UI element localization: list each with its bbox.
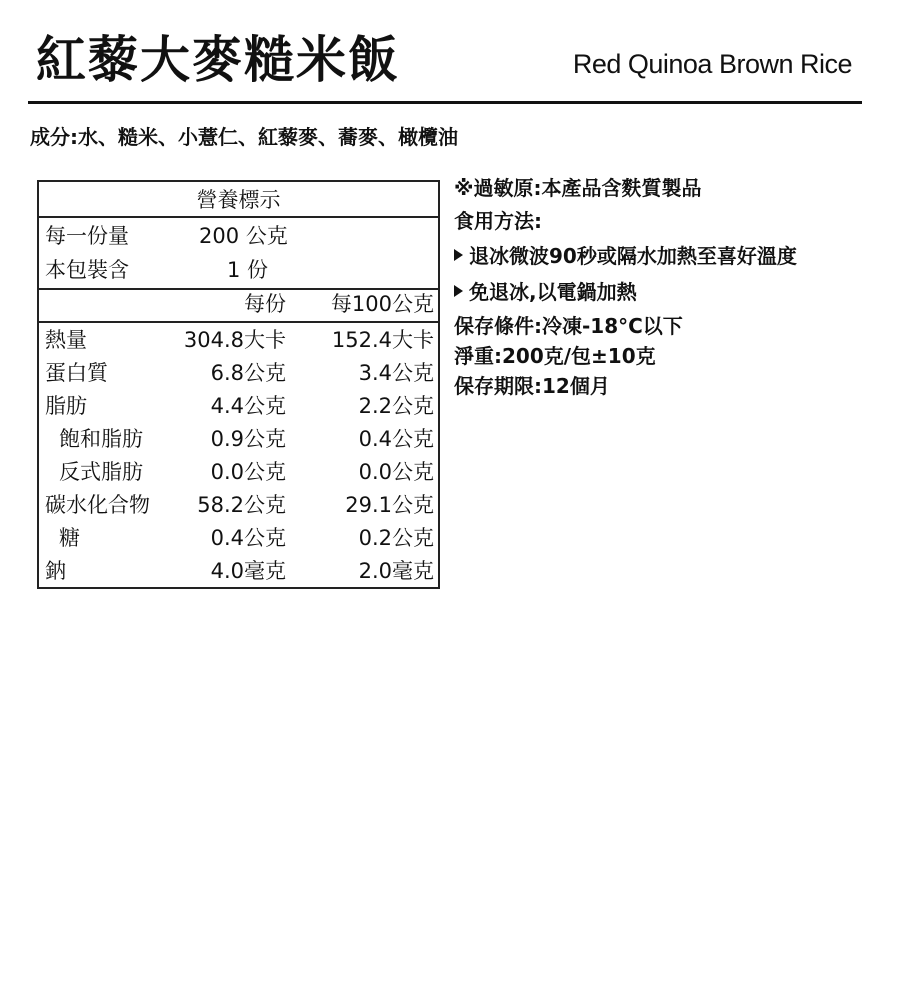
- nutrient-value-per-100g: 152.4大卡: [331, 328, 434, 352]
- nutrient-value-per-serving: 4.0毫克: [210, 559, 286, 583]
- servings-per-package-label: 本包裝含: [45, 258, 129, 282]
- servings-per-package-value: 1 份: [227, 258, 269, 282]
- nutrient-row: 反式脂肪: [59, 460, 143, 484]
- product-title-english: Red Quinoa Brown Rice: [572, 49, 852, 79]
- usage-step: [454, 240, 797, 272]
- usage-title: 食用方法:: [454, 209, 542, 233]
- nutrient-value-per-serving: 6.8公克: [210, 361, 286, 385]
- title-divider: [28, 101, 862, 104]
- nutrient-value-per-serving: 0.0公克: [210, 460, 286, 484]
- nutrient-value-per-100g: 2.0毫克: [358, 559, 434, 583]
- nutrient-value-per-serving: 0.4公克: [210, 526, 286, 550]
- nutrient-row: 糖: [59, 526, 80, 550]
- triangle-bullet-icon: [454, 285, 463, 297]
- nutrient-row: 熱量: [45, 328, 87, 352]
- nutrient-value-per-100g: 3.4公克: [358, 361, 434, 385]
- nutrient-value-per-100g: 0.2公克: [358, 526, 434, 550]
- nutrient-value-per-100g: 2.2公克: [358, 394, 434, 418]
- serving-size-label: 每一份量: [45, 224, 129, 248]
- nutrient-value-per-serving: 58.2公克: [197, 493, 286, 517]
- storage-condition: 保存條件:冷凍-18°C以下: [454, 314, 683, 338]
- ingredients-text: 成分:水、糙米、小薏仁、紅藜麥、蕎麥、橄欖油: [30, 125, 458, 149]
- nutrition-title: 營養標示: [196, 188, 281, 212]
- nutrient-value-per-100g: 0.4公克: [358, 427, 434, 451]
- usage-step-text: 免退冰,以電鍋加熱: [469, 280, 637, 304]
- nutrient-value-per-serving: 304.8大卡: [183, 328, 286, 352]
- nutrient-row: 脂肪: [45, 394, 87, 418]
- nutrient-row: 鈉: [45, 559, 66, 583]
- net-weight: 淨重:200克/包±10克: [454, 344, 656, 368]
- nutrition-facts-table: [37, 180, 440, 589]
- shelf-life: 保存期限:12個月: [454, 374, 610, 398]
- nutrient-row: 飽和脂肪: [59, 427, 143, 451]
- nutrient-row: 碳水化合物: [45, 493, 150, 517]
- nutrient-value-per-serving: 0.9公克: [210, 427, 286, 451]
- usage-step: [454, 276, 637, 308]
- usage-step-text: 退冰微波90秒或隔水加熱至喜好溫度: [469, 244, 797, 268]
- column-header-per-serving: 每份: [244, 292, 286, 316]
- nutrient-value-per-serving: 4.4公克: [210, 394, 286, 418]
- table-divider: [39, 216, 438, 218]
- serving-size-value: 200 公克: [199, 224, 288, 248]
- allergen-notice: ※過敏原:本產品含麩質製品: [454, 176, 702, 200]
- column-header-per-100g: 每100公克: [330, 292, 434, 316]
- product-title-chinese: 紅藜大麥糙米飯: [36, 31, 400, 89]
- table-divider: [39, 321, 438, 323]
- triangle-bullet-icon: [454, 249, 463, 261]
- nutrient-row: 蛋白質: [45, 361, 108, 385]
- nutrient-value-per-100g: 0.0公克: [358, 460, 434, 484]
- nutrient-value-per-100g: 29.1公克: [345, 493, 434, 517]
